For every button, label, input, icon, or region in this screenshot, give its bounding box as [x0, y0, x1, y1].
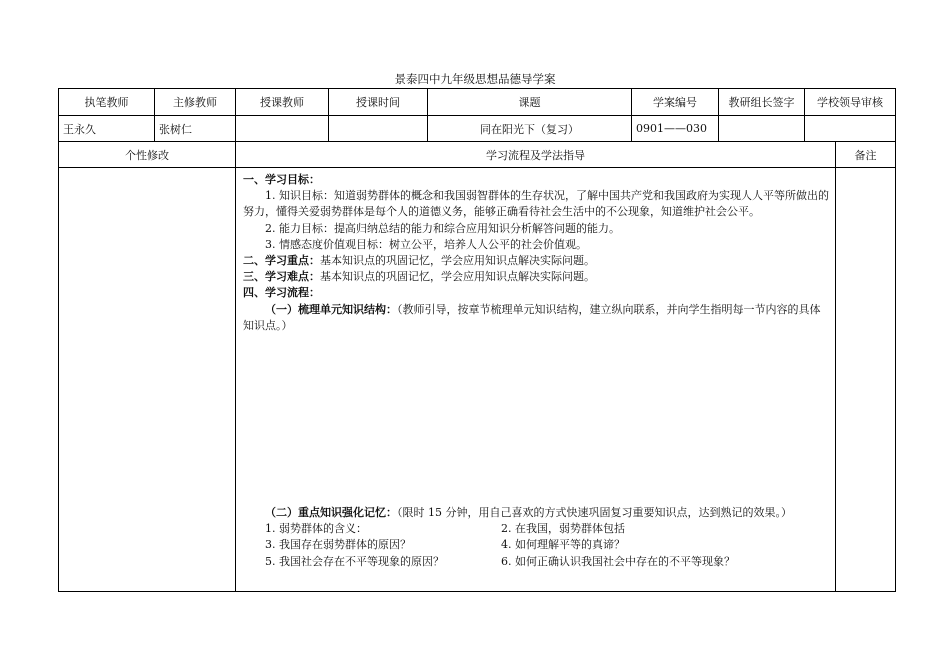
- teacher-cell: [236, 116, 329, 142]
- key-points-text: 基本知识点的巩固记忆，学会应用知识点解决实际问题。: [320, 254, 595, 268]
- answer-space: [243, 334, 829, 505]
- header-leader-sign: 教研组长签字: [719, 89, 805, 116]
- topic-cell: 同在阳光下（复习）: [428, 116, 632, 142]
- section-key-points: [243, 253, 829, 269]
- part-two-text: （限时 15 分钟，用自己喜欢的方式快速巩固复习重要知识点，达到熟记的效果。）: [397, 506, 792, 520]
- part-one-text: （教师引导，按章节梳理单元知识结构，建立纵向联系，并向学生指明每一节内容的具体知识点。）: [243, 302, 821, 332]
- section-difficulties: [243, 269, 829, 285]
- question-item: 4. 如何理解平等的真谛？: [501, 538, 625, 552]
- question-item: 6. 如何正确认识我国社会中存在的不平等现象？: [501, 554, 735, 568]
- lesson-plan-table: [58, 88, 896, 142]
- question-item: 1. 弱势群体的含义：: [265, 522, 367, 536]
- part-one: [243, 302, 829, 334]
- goal-knowledge: 1. 知识目标：知道弱势群体的概念和我国弱智群体的生存状况，了解中国共产党和我国政府为实现人人平等所做出的努力，懂得关爱弱势群体是每个人的道德义务，能够正确看待社会生活中的不公现象，知道维护社会公平。: [243, 189, 829, 219]
- info-row: [59, 116, 896, 142]
- difficulties-title: 三、学习难点：: [243, 270, 320, 284]
- learning-flow-header: 学习流程及学法指导: [236, 142, 836, 168]
- part-two-title: （二）重点知识强化记忆：: [265, 506, 397, 520]
- header-topic: 课题: [428, 89, 632, 116]
- remarks-header: 备注: [836, 142, 896, 168]
- time-cell: [329, 116, 428, 142]
- school-review-cell: [805, 116, 896, 142]
- header-teacher: 授课教师: [236, 89, 329, 116]
- question-item: 5. 我国社会存在不平等现象的原因？: [265, 554, 444, 568]
- part-two: [243, 505, 829, 521]
- question-item: 2. 在我国，弱势群体包括: [501, 522, 625, 536]
- header-row: [59, 89, 896, 116]
- code-cell: 0901——030: [632, 116, 719, 142]
- header-school-review: 学校领导审核: [805, 89, 896, 116]
- section-flow-title: 四、学习流程：: [243, 286, 320, 300]
- goal-attitude: 3. 情感态度价值观目标：树立公平，培养人人公平的社会价值观。: [265, 237, 587, 251]
- goal-ability: 2. 能力目标：提高归纳总结的能力和综合应用知识分析解答问题的能力。: [265, 221, 620, 235]
- difficulties-text: 基本知识点的巩固记忆，学会应用知识点解决实际问题。: [320, 270, 595, 284]
- question-grid: [243, 521, 829, 570]
- writer-cell: 王永久: [59, 116, 155, 142]
- content-table: [58, 141, 896, 592]
- learning-flow-cell: [236, 168, 836, 592]
- reviser-cell: 张树仁: [155, 116, 236, 142]
- document-title: 景泰四中九年级思想品德导学案: [394, 72, 556, 86]
- personal-edit-header: 个性修改: [59, 142, 236, 168]
- personal-edit-cell: [59, 168, 236, 592]
- section-goals-title: 一、学习目标：: [243, 173, 320, 186]
- section-header-row: [59, 142, 896, 168]
- remarks-cell: [836, 168, 896, 592]
- header-code: 学案编号: [632, 89, 719, 116]
- key-points-title: 二、学习重点：: [243, 254, 320, 268]
- leader-sign-cell: [719, 116, 805, 142]
- content-row: [59, 168, 896, 592]
- question-item: 3. 我国存在弱势群体的原因？: [265, 538, 411, 552]
- part-one-title: （一）梳理单元知识结构：: [265, 302, 397, 316]
- header-time: 授课时间: [329, 89, 428, 116]
- learning-content: [243, 172, 829, 570]
- header-reviser: 主修教师: [155, 89, 236, 116]
- header-writer: 执笔教师: [59, 89, 155, 116]
